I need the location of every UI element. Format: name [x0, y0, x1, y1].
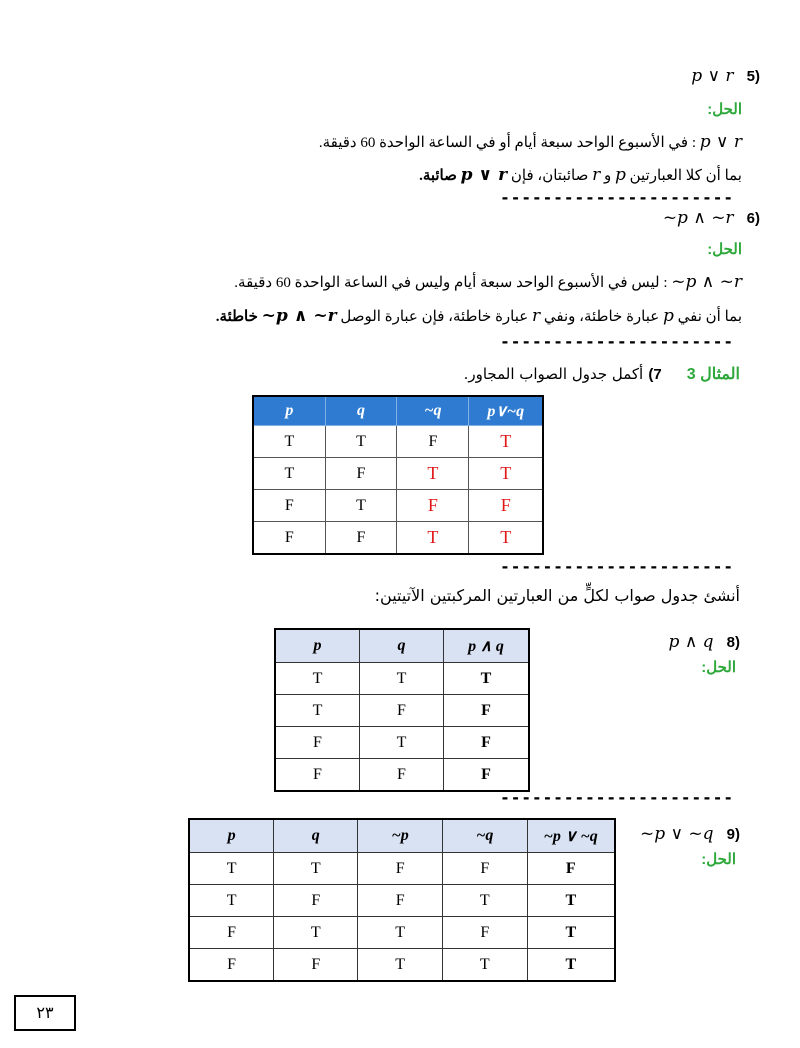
q8-header: [580, 632, 740, 652]
answer-cell: F: [527, 853, 615, 885]
table-header-cell: ~q: [397, 396, 469, 426]
answer-cell: T: [397, 458, 469, 490]
q5-line1-expr: p ∨ r: [699, 132, 742, 152]
q5-expression: p ∨ r: [691, 66, 734, 86]
table-header-row: [253, 396, 543, 426]
table-cell: T: [358, 949, 443, 982]
table-header-cell: q: [274, 819, 358, 853]
table-row: [189, 949, 615, 982]
table-cell: T: [189, 885, 274, 917]
table-cell: F: [359, 695, 443, 727]
table-cell: F: [253, 490, 325, 522]
table-row: [275, 727, 529, 759]
q6-line2-result: ~p ∧ ~r: [261, 306, 337, 326]
table-header-cell: q: [359, 629, 443, 663]
q6-line2-d: خاطئة.: [215, 309, 258, 325]
q8-expression: p ∧ q: [668, 632, 714, 652]
answer-cell: F: [443, 727, 529, 759]
table-cell: T: [359, 727, 443, 759]
table-cell: F: [325, 522, 397, 555]
table-cell: F: [275, 727, 359, 759]
page-number: ٢٣: [14, 995, 76, 1031]
q5-line2-a: بما أن كلا العبارتين: [629, 168, 742, 184]
table-header-cell: q: [325, 396, 397, 426]
table-cell: F: [358, 885, 443, 917]
table-cell: T: [275, 695, 359, 727]
q6-line2-r: r: [531, 306, 541, 326]
table-cell: F: [442, 917, 527, 949]
table-row: [189, 917, 615, 949]
q6-line2: [216, 306, 742, 326]
q7-truth-table: [252, 395, 544, 555]
table-row: [253, 490, 543, 522]
answer-cell: T: [469, 522, 543, 555]
table-header-cell: p: [253, 396, 325, 426]
q9-solution-label: الحل:: [701, 851, 736, 868]
table-cell: T: [274, 853, 358, 885]
q5-header: [560, 66, 760, 86]
q6-line2-p: p: [662, 306, 674, 326]
q5-line2-d: صائبة.: [419, 168, 457, 184]
q5-line1: [319, 132, 742, 152]
q7-number: 7): [648, 366, 662, 383]
q5-number: (5: [746, 68, 760, 85]
q7-example-label: المثال 3: [686, 366, 740, 383]
table-cell: T: [442, 949, 527, 982]
table-header-row: [189, 819, 615, 853]
table-cell: T: [442, 885, 527, 917]
table-cell: T: [189, 853, 274, 885]
table-cell: T: [325, 490, 397, 522]
table-row: [275, 663, 529, 695]
q5-line2-r: r: [592, 165, 601, 185]
answer-cell: F: [443, 695, 529, 727]
q6-line1: [234, 272, 742, 292]
table-cell: F: [325, 458, 397, 490]
table-cell: F: [359, 759, 443, 792]
q7-header: [464, 364, 740, 384]
table-row: [275, 759, 529, 792]
answer-cell: F: [469, 490, 543, 522]
answer-cell: T: [469, 426, 543, 458]
table-row: [189, 885, 615, 917]
table-header-cell: p ∧ q: [443, 629, 529, 663]
divider-3: ----------------------: [500, 557, 734, 576]
q5-line2-p: p: [614, 165, 626, 185]
q6-expression: ~p ∧ ~r: [662, 208, 734, 228]
table-cell: F: [442, 853, 527, 885]
q8-number: (8: [726, 634, 740, 651]
answer-cell: T: [527, 949, 615, 982]
table-row: [275, 695, 529, 727]
table-header-cell: p: [189, 819, 274, 853]
q9-expression: ~p ∨ ~q: [640, 824, 714, 844]
table-cell: F: [274, 949, 358, 982]
table-header-cell: ~p: [358, 819, 443, 853]
answer-cell: T: [527, 917, 615, 949]
table-row: [253, 458, 543, 490]
q5-line2-c: صائبتان، فإن: [510, 168, 589, 184]
q5-line2-result: p ∨ r: [460, 165, 508, 185]
q6-header: [560, 208, 760, 228]
table-cell: F: [274, 885, 358, 917]
q6-line2-c: عبارة خاطئة، فإن عبارة الوصل: [340, 309, 529, 325]
answer-cell: T: [469, 458, 543, 490]
table-cell: F: [189, 949, 274, 982]
answer-cell: F: [397, 490, 469, 522]
table-cell: T: [275, 663, 359, 695]
table-cell: F: [253, 522, 325, 555]
table-cell: T: [325, 426, 397, 458]
table-cell: F: [275, 759, 359, 792]
q7-text: أكمل جدول الصواب المجاور.: [463, 365, 644, 383]
q5-line2-b: و: [603, 168, 612, 184]
table-header-cell: p: [275, 629, 359, 663]
q9-number: (9: [726, 826, 740, 843]
q6-number: (6: [746, 210, 760, 227]
answer-cell: T: [397, 522, 469, 555]
q6-solution-label: الحل:: [707, 241, 742, 258]
instruction-text: أنشئ جدول صواب لكلٍّ من العبارتين المركبتين الآتيتين:: [374, 586, 740, 605]
q9-truth-table: [188, 818, 616, 982]
divider-2: ----------------------: [500, 332, 734, 351]
table-header-cell: ~p ∨ ~q: [527, 819, 615, 853]
table-cell: T: [358, 917, 443, 949]
table-header-cell: p∨~q: [469, 396, 543, 426]
table-cell: T: [253, 458, 325, 490]
table-row: [253, 522, 543, 555]
q6-line2-b: عبارة خاطئة، ونفي: [543, 309, 660, 325]
table-cell: F: [189, 917, 274, 949]
table-cell: T: [253, 426, 325, 458]
q6-line1-expr: ~p ∧ ~r: [671, 272, 742, 292]
divider-4: ----------------------: [500, 788, 734, 807]
divider-1: ----------------------: [500, 188, 734, 207]
table-row: [189, 853, 615, 885]
table-cell: F: [397, 426, 469, 458]
q6-line1-text: : ليس في الأسبوع الواحد سبعة أيام وليس في الساعة الواحدة 60 دقيقة.: [234, 275, 668, 291]
q5-line2: [419, 165, 742, 185]
answer-cell: T: [527, 885, 615, 917]
table-header-row: [275, 629, 529, 663]
table-header-cell: ~q: [442, 819, 527, 853]
q8-solution-label: الحل:: [701, 659, 736, 676]
answer-cell: F: [443, 759, 529, 792]
answer-cell: T: [443, 663, 529, 695]
q8-truth-table: [274, 628, 530, 792]
table-cell: F: [358, 853, 443, 885]
q6-line2-a: بما أن نفي: [677, 309, 742, 325]
q5-line1-text: : في الأسبوع الواحد سبعة أيام أو في الساعة الواحدة 60 دقيقة.: [318, 135, 696, 151]
table-cell: T: [359, 663, 443, 695]
table-row: [253, 426, 543, 458]
q5-solution-label: الحل:: [707, 101, 742, 118]
table-cell: T: [274, 917, 358, 949]
